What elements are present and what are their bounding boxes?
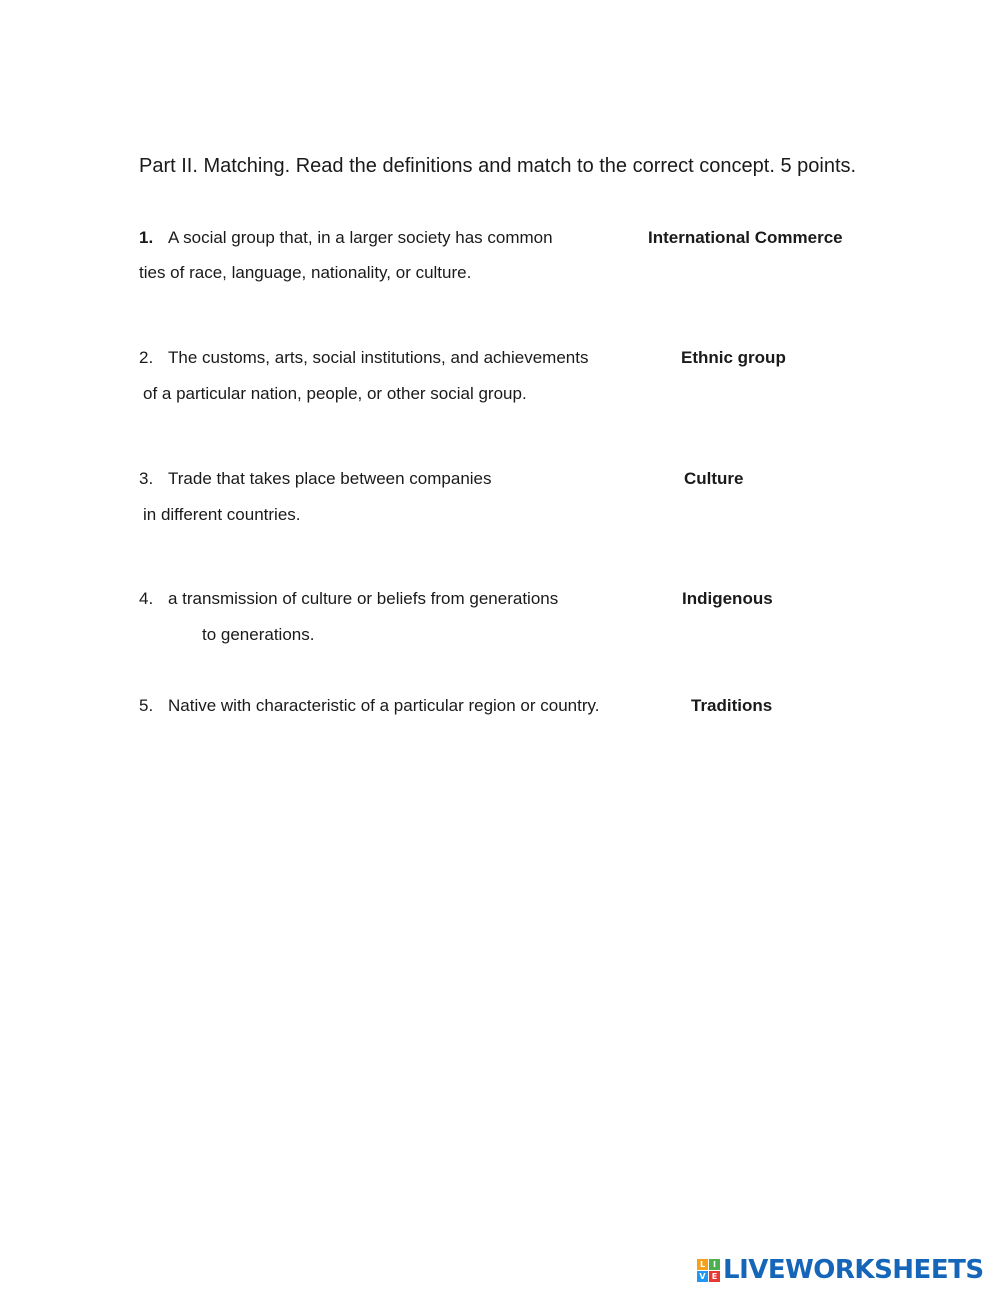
logo-mark-icon <box>697 1259 720 1282</box>
section-heading: Part II. Matching. Read the definitions and match to the correct concept. 5 points. <box>139 155 857 177</box>
item-3-line1 <box>139 468 492 490</box>
term-culture[interactable]: Culture <box>684 469 744 488</box>
item-2-definition: The customs, arts, social institutions, and achievements <box>168 348 589 367</box>
logo-mark-v: V <box>697 1271 708 1282</box>
item-4-line1 <box>139 588 558 610</box>
item-1-definition: A social group that, in a larger society has common <box>168 228 553 247</box>
item-3-line2: in different countries. <box>143 505 301 524</box>
item-2-line1 <box>139 347 588 369</box>
item-3-number: 3. <box>139 469 154 488</box>
liveworksheets-logo <box>697 1255 984 1285</box>
term-international-commerce[interactable]: International Commerce <box>648 228 843 247</box>
item-4-definition: a transmission of culture or beliefs from generations <box>168 589 559 608</box>
item-2-line2: of a particular nation, people, or other social group. <box>143 384 527 403</box>
term-indigenous[interactable]: Indigenous <box>682 589 773 608</box>
logo-text: LIVEWORKSHEETS <box>723 1255 984 1285</box>
item-2-number: 2. <box>139 348 154 367</box>
term-ethnic-group[interactable]: Ethnic group <box>681 348 786 367</box>
item-5-definition: Native with characteristic of a particular region or country. <box>168 696 600 715</box>
term-traditions[interactable]: Traditions <box>691 696 773 715</box>
item-3-definition: Trade that takes place between companies <box>168 469 492 488</box>
item-1-line1 <box>139 227 553 249</box>
logo-mark-e: E <box>709 1271 720 1282</box>
item-4-line2: to generations. <box>202 625 315 644</box>
logo-mark-i: I <box>709 1259 720 1270</box>
item-5-line1 <box>139 695 599 717</box>
logo-mark-l: L <box>697 1259 708 1270</box>
item-4-number: 4. <box>139 589 154 608</box>
item-1-number: 1. <box>139 228 154 247</box>
item-5-number: 5. <box>139 696 154 715</box>
item-1-line2: ties of race, language, nationality, or culture. <box>139 263 472 282</box>
